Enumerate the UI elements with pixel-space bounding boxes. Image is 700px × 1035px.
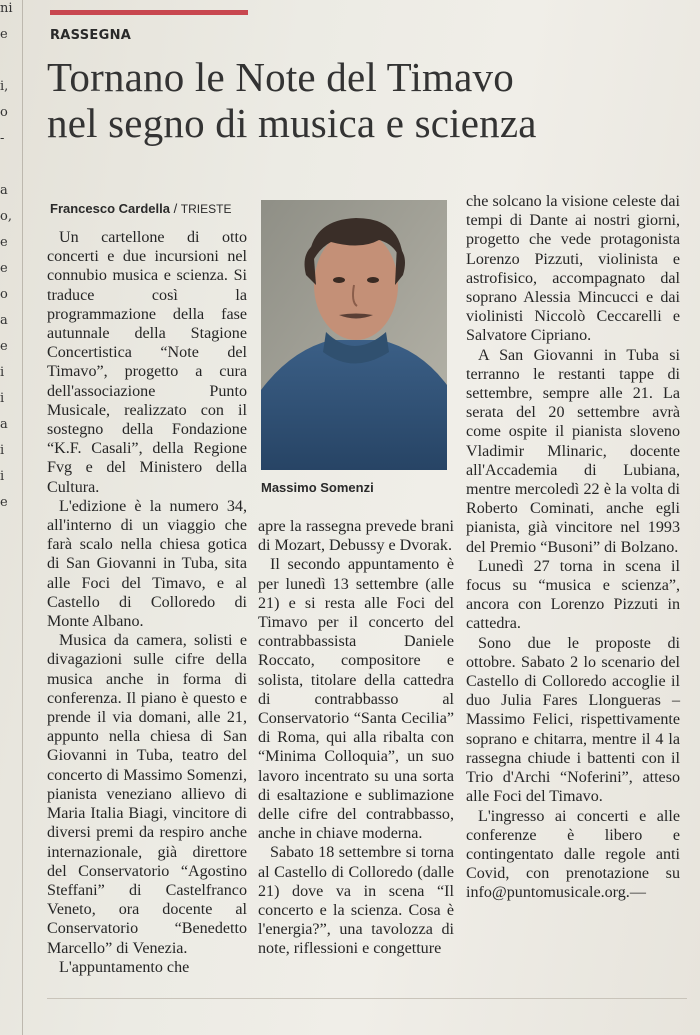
edge-fragment: e (0, 261, 8, 276)
edge-fragment: o, (0, 209, 12, 224)
edge-fragment: - (0, 131, 5, 146)
paragraph: Lunedì 27 torna in scena il focus su “musica e scienza”, ancora con Lorenzo Pizzuti in cattedra. (466, 557, 680, 633)
paragraph: Il secondo appuntamento è per lunedì 13 settembre (alle 21) e si resta alle Foci del Timavo per il concerto del contrabbassista Daniele Roccato, compositore e solista, titolare della cattedra di contrabbasso al Conservatorio “Santa Cecilia” di Roma, qui alla ribalta con “Minima Colloquia”, un suo lavoro incentrato su una sorta di esaltazione e sublimazione delle cifre del contrabbasso, anche in chiave moderna. (258, 556, 454, 843)
headline-line-2: nel segno di musica e scienza (47, 100, 537, 146)
edge-fragment: i (0, 365, 5, 380)
article-column-2 (258, 517, 454, 959)
edge-fragment: i (0, 443, 5, 458)
edge-fragment: e (0, 339, 8, 354)
paragraph: Musica da camera, solisti e divagazioni sulle cifre della musica anche in forma di conferenza. Il piano è questo e prende il via domani, alle 21, appunto nella chiesa di San Giovanni in Tuba, teatro del concerto di Massimo Somenzi, pianista veneziano allievo di Maria Italia Biagi, vincitore di diversi premi da respiro anche internazionale, già direttore del Conservatorio “Agostino Steffani” di Castelfranco Veneto, ora docente al Conservatorio “Benedetto Marcello” di Venezia. (47, 632, 247, 957)
article-column-1 (47, 228, 247, 977)
bottom-rule (47, 998, 687, 999)
edge-fragment: e (0, 27, 8, 42)
edge-fragment: i (0, 469, 5, 484)
edge-fragment: a (0, 183, 8, 198)
paragraph: apre la rassegna prevede brani di Mozart, Debussy e Dvorak. (258, 518, 454, 555)
edge-fragment: a (0, 417, 8, 432)
paragraph: Sono due le proposte di ottobre. Sabato 2 lo scenario del Castello di Colloredo accoglie il duo Julia Fares Llongueras – Massimo Felici, rispettivamente soprano e chitarra, mentre il 4 la rassegna chiude i battenti con il Trio d'Archi “Noferini”, atteso alle Foci del Timavo. (466, 634, 680, 806)
byline-place: TRIESTE (180, 202, 232, 216)
portrait-illustration (261, 200, 447, 470)
edge-fragment: e (0, 235, 8, 250)
edge-fragment: e (0, 495, 8, 510)
edge-fragment: o (0, 287, 8, 302)
byline (50, 201, 231, 216)
paragraph: A San Giovanni in Tuba si terranno le restanti tappe di settembre, sempre alle 21. La serata del 20 settembre avrà come ospite il pianista sloveno Vladimir Mlinaric, docente all'Accademia di Lubiana, mentre mercoledì 22 è la volta di Roberto Cominati, anche egli pianista, già vincitore nel 1993 del Premio “Busoni” di Bolzano. (466, 346, 680, 556)
section-accent-bar (50, 10, 248, 15)
edge-fragment: o (0, 105, 8, 120)
edge-fragment: i (0, 391, 5, 406)
paragraph: Sabato 18 settembre si torna al Castello di Colloredo (dalle 21) dove va in scena “Il concerto e la scienza. Cosa è l'energia?”, una tavolozza di note, riflessioni e congetture (258, 844, 454, 958)
adjacent-column-fragments (0, 0, 14, 620)
paragraph: L'ingresso ai concerti e alle conferenze è libero e contingentato dalle regole anti Covid, con prenotazione su info@puntomusicale.org.— (466, 807, 680, 902)
section-label: RASSEGNA (50, 28, 132, 43)
edge-fragment: a (0, 313, 8, 328)
edge-fragment (0, 52, 14, 78)
edge-fragment: i, (0, 79, 9, 94)
byline-author: Francesco Cardella (50, 201, 170, 216)
headline (47, 54, 687, 146)
paragraph: L'appuntamento che (59, 958, 190, 976)
column-divider (22, 0, 23, 1035)
edge-fragment (0, 156, 14, 182)
paragraph: che solcano la visione celeste dai tempi di Dante ai nostri giorni, progetto che vede protagonista Lorenzo Pizzuti, violinista e astrofisico, accompagnato dal soprano Alessia Mincucci e dai violinisti Niccolò Ceccarelli e Salvatore Cipriano. (466, 193, 680, 345)
paragraph: Un cartellone di otto concerti e due incursioni nel connubio musica e scienza. Si traduce così la programmazione della fase autunnale della Stagione Concertistica “Note del Timavo”, progetto a cura dell'associazione Punto Musicale, realizzato con il sostegno della Fondazione “K.F. Casali”, della Regione Fvg e del Ministero della Cultura. (47, 229, 247, 496)
article-column-3 (466, 192, 680, 903)
photo-caption: Massimo Somenzi (261, 480, 374, 495)
headline-line-1: Tornano le Note del Timavo (47, 54, 514, 100)
portrait-photo (261, 200, 447, 470)
edge-fragment: ni (0, 1, 13, 16)
byline-separator: / (169, 201, 181, 216)
paragraph: L'edizione è la numero 34, all'interno di un viaggio che farà scalo nella chiesa gotica di San Giovanni in Tuba, sita alle Foci del Timavo, e al Castello di Colloredo di Monte Albano. (47, 497, 247, 631)
